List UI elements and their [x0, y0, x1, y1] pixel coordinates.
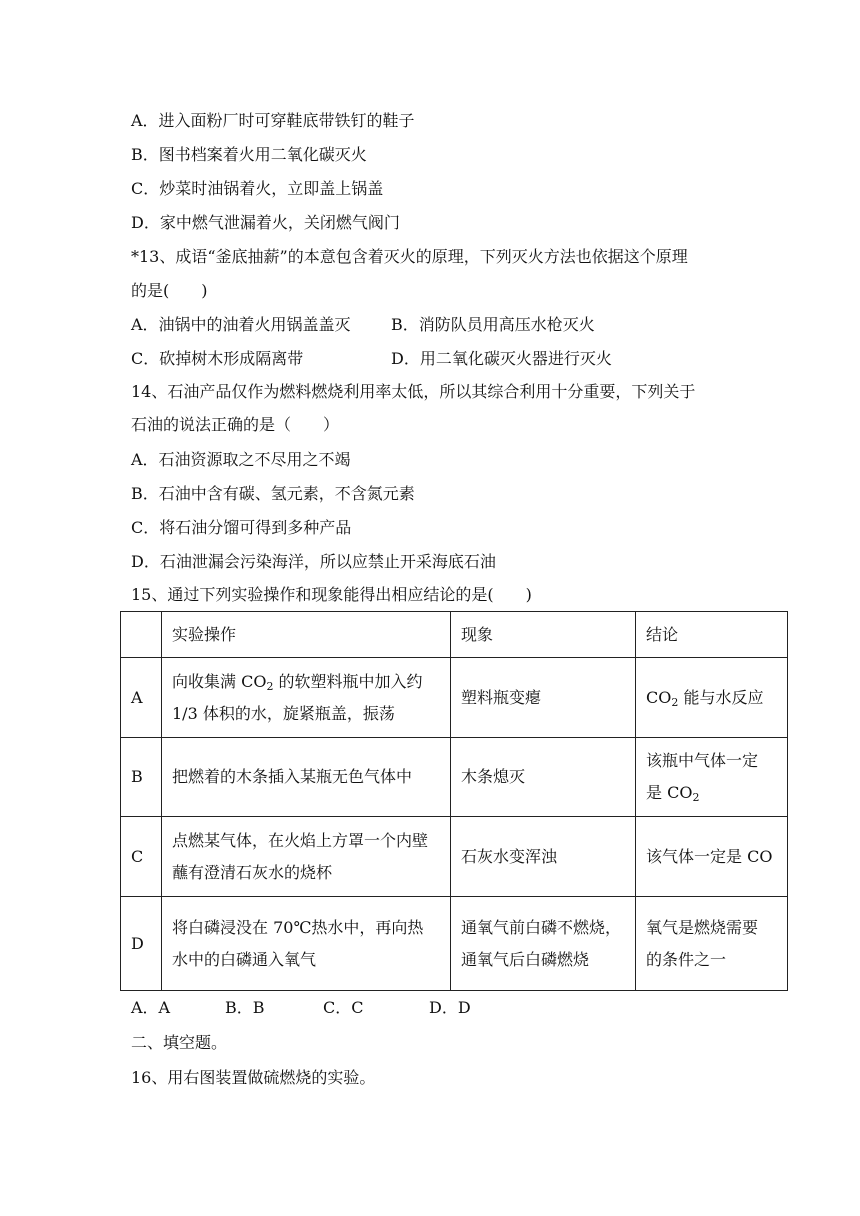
operation-line: 水中的白磷通入氧气	[172, 949, 317, 969]
conclusion-cell	[636, 897, 788, 991]
q15-option-d: D．D	[429, 998, 471, 1017]
table-header-row	[121, 612, 788, 658]
phenomenon-cell	[451, 897, 636, 991]
operation-cell	[162, 658, 451, 738]
operation-cell	[162, 897, 451, 991]
q12-option-b: B．图书档案着火用二氧化碳灭火	[131, 145, 367, 164]
q13-option-a: A．油锅中的油着火用锅盖盖灭	[131, 315, 351, 334]
table-row	[121, 817, 788, 897]
phenomenon-cell: 塑料瓶变瘪	[451, 658, 636, 738]
q15-option-a: A．A	[131, 998, 171, 1017]
header-cell-conclusion: 结论	[636, 612, 788, 658]
experiment-table	[120, 611, 788, 991]
q13-option-d: D．用二氧化碳灭火器进行灭火	[391, 349, 612, 368]
q14-option-a: A．石油资源取之不尽用之不竭	[131, 450, 351, 469]
row-label: D	[121, 897, 162, 991]
conclusion-cell: $CO_2$ 能与水反应	[636, 658, 788, 738]
q15-options	[131, 998, 471, 1018]
operation-line: 蘸有澄清石灰水的烧杯	[172, 862, 333, 882]
operation-cell	[162, 817, 451, 897]
operation-line: 点燃某气体，在火焰上方罩一个内壁	[172, 830, 429, 850]
conclusion-line: 的条件之一	[646, 949, 727, 969]
q16-stem: 16、用右图装置做硫燃烧的实验。	[131, 1068, 376, 1087]
conclusion-line: 是 $CO_2$	[646, 783, 700, 804]
phenomenon-line: 通氧气后白磷燃烧	[461, 949, 590, 969]
operation-line: 向收集满 $CO_2$ 的软塑料瓶中加入约	[172, 671, 423, 693]
q13-option-c: C．砍掉树木形成隔离带	[131, 349, 304, 368]
row-label: A	[121, 658, 162, 738]
q15-option-b: B．B	[225, 998, 265, 1017]
q13-stem-line1: *13、成语“釜底抽薪”的本意包含着灭火的原理，下列灭火方法也依据这个原理	[131, 247, 688, 266]
row-label: C	[121, 817, 162, 897]
q14-option-d: D．石油泄漏会污染海洋，所以应禁止开采海底石油	[131, 552, 496, 571]
phenomenon-cell: 石灰水变浑浊	[451, 817, 636, 897]
table-row	[121, 897, 788, 991]
q14-option-c: C．将石油分馏可得到多种产品	[131, 518, 352, 537]
conclusion-line: 该瓶中气体一定	[646, 751, 759, 770]
q12-option-a: A．进入面粉厂时可穿鞋底带铁钉的鞋子	[131, 111, 415, 130]
q15-stem: 15、通过下列实验操作和现象能得出相应结论的是( )	[131, 585, 532, 604]
conclusion-line: 氧气是燃烧需要	[646, 917, 759, 937]
header-cell-phenomenon: 现象	[451, 612, 636, 658]
header-cell-label	[121, 612, 162, 658]
q13-option-b: B．消防队员用高压水枪灭火	[391, 315, 595, 334]
conclusion-cell	[636, 738, 788, 817]
section-heading: 二、填空题。	[131, 1033, 228, 1052]
conclusion-cell: 该气体一定是 CO	[636, 817, 788, 897]
q14-stem-line2: 石油的说法正确的是（ ）	[131, 415, 340, 434]
q14-option-b: B．石油中含有碳、氢元素，不含氮元素	[131, 484, 415, 503]
table-row	[121, 658, 788, 738]
q14-stem-line1: 14、石油产品仅作为燃料燃烧利用率太低，所以其综合利用十分重要，下列关于	[131, 382, 696, 401]
q12-option-c: C．炒菜时油锅着火，立即盖上锅盖	[131, 179, 384, 198]
q12-option-d: D．家中燃气泄漏着火，关闭燃气阀门	[131, 213, 400, 232]
q15-option-c: C．C	[323, 998, 364, 1017]
operation-line: 1/3 体积的水，旋紧瓶盖，振荡	[172, 703, 395, 723]
q13-stem-line2: 的是( )	[131, 281, 208, 300]
table-row	[121, 738, 788, 817]
phenomenon-line: 通氧气前白磷不燃烧，	[461, 917, 622, 937]
operation-cell: 把燃着的木条插入某瓶无色气体中	[162, 738, 451, 817]
row-label: B	[121, 738, 162, 817]
operation-line: 将白磷浸没在 70℃热水中，再向热	[172, 917, 424, 937]
phenomenon-cell: 木条熄灭	[451, 738, 636, 817]
header-cell-operation: 实验操作	[162, 612, 451, 658]
